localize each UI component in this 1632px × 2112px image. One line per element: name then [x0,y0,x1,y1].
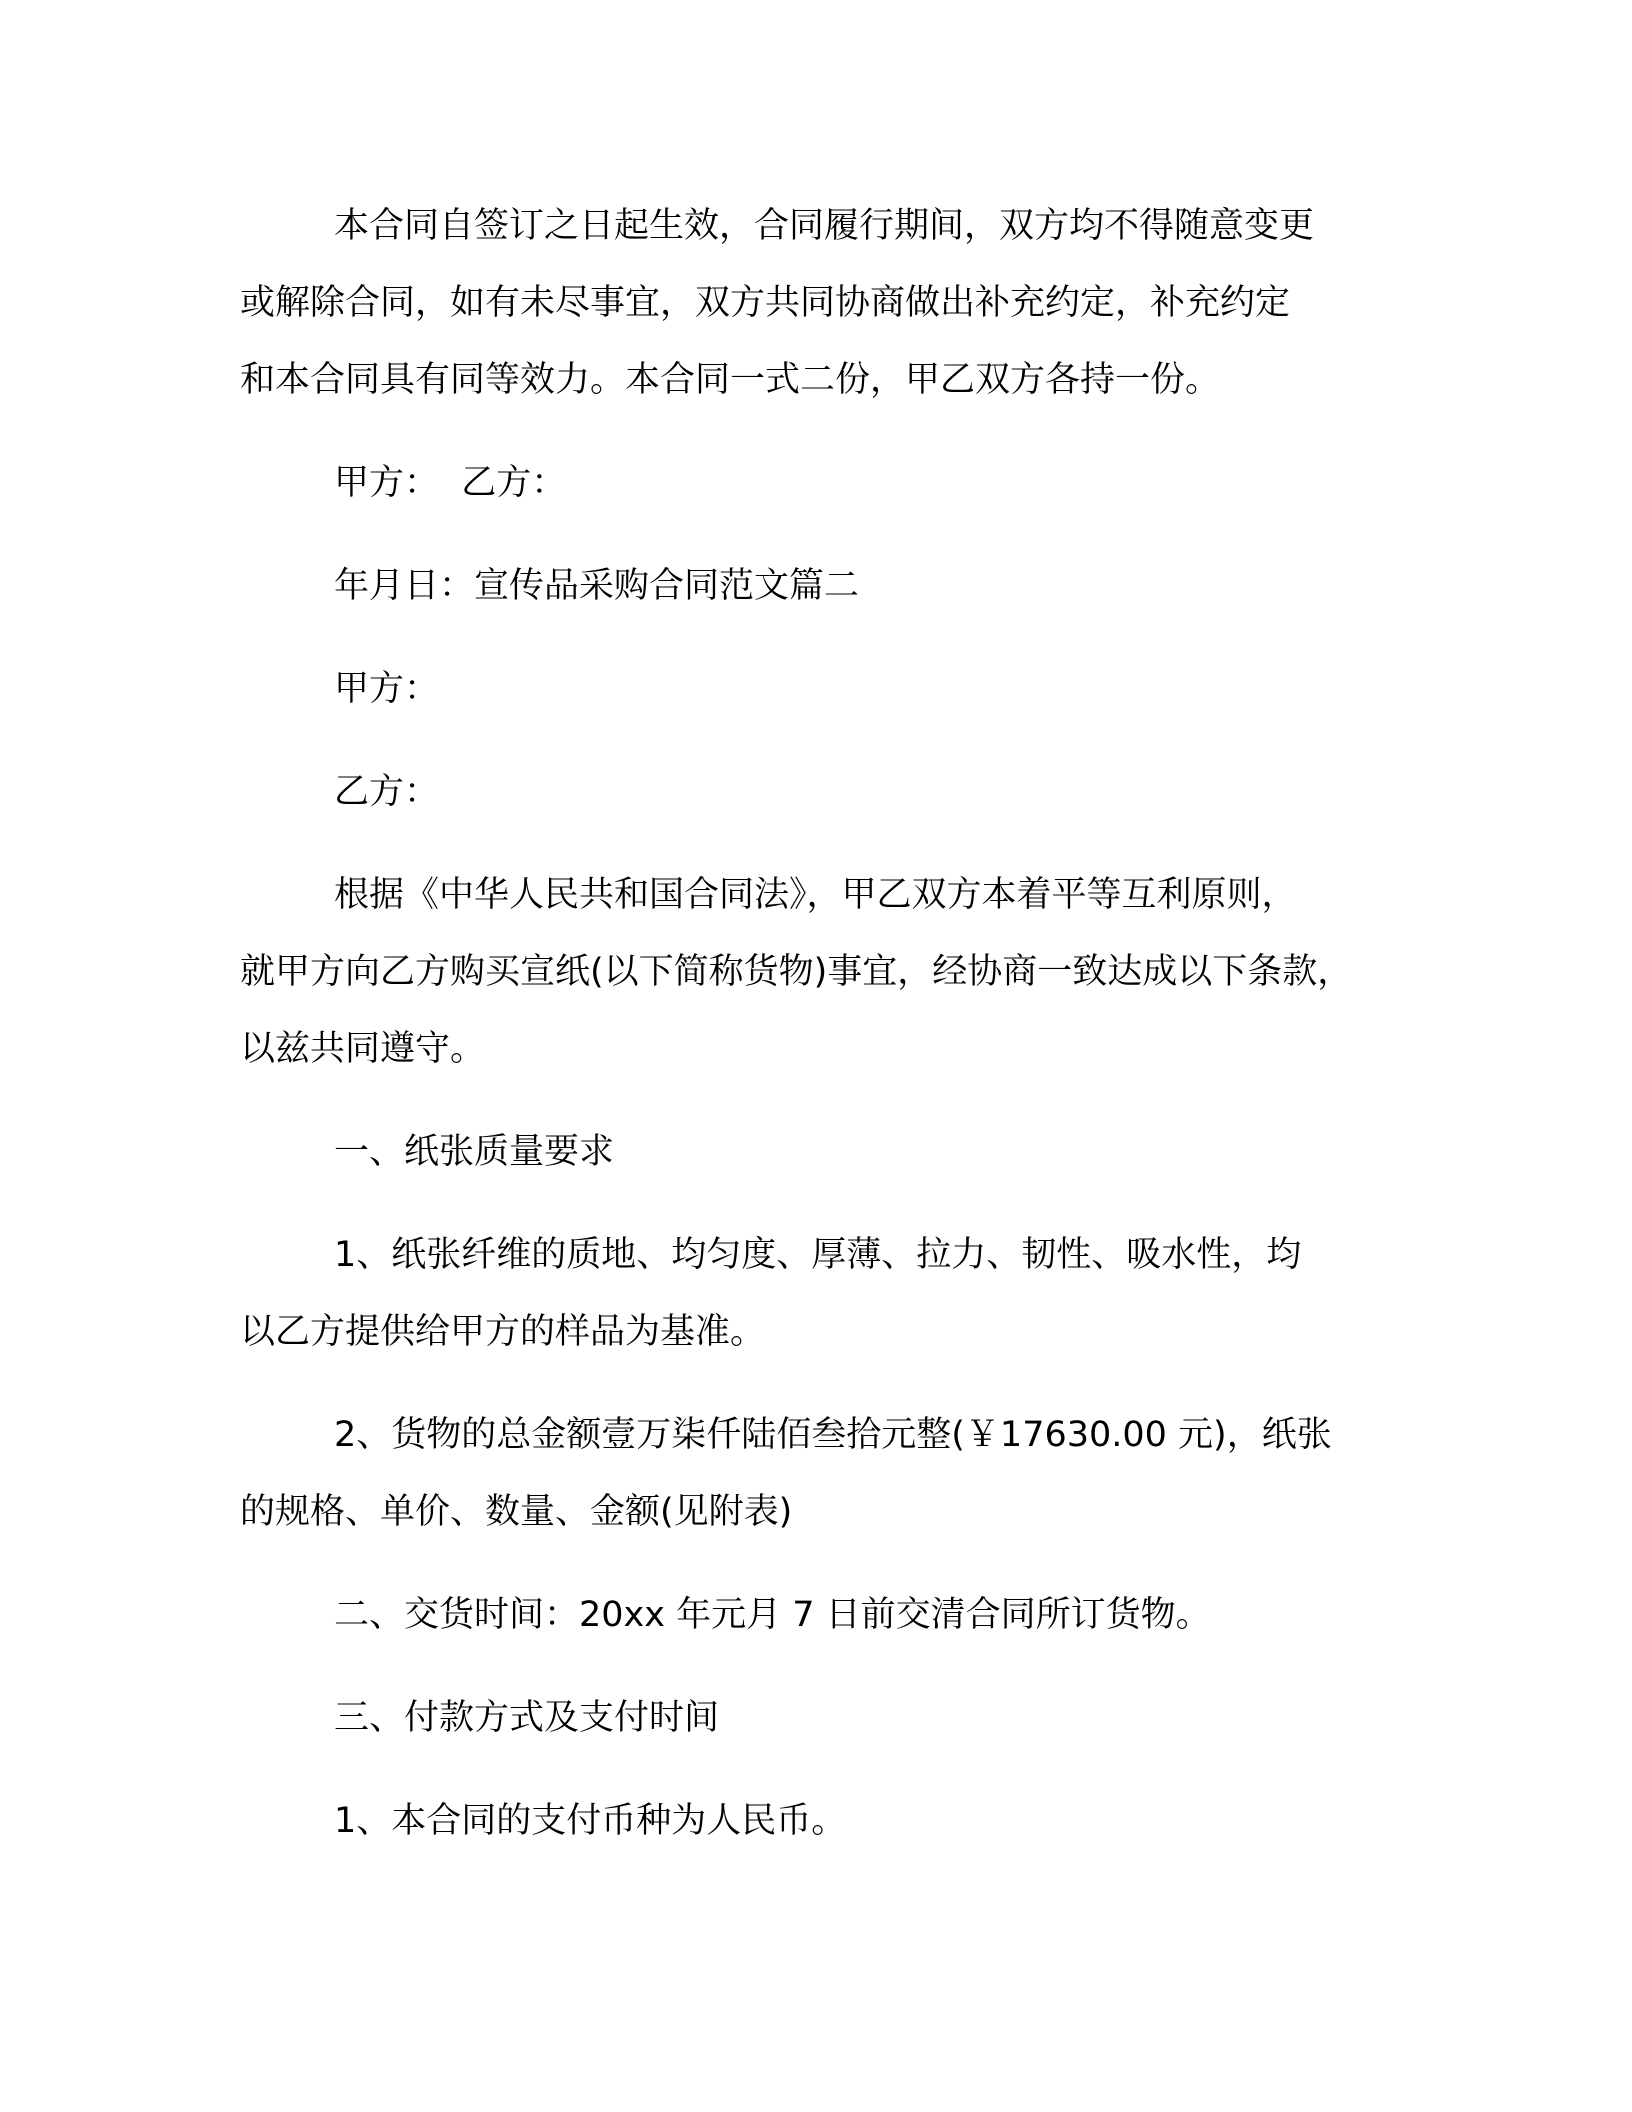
text-line: 二、交货时间：20xx 年元月 7 日前交清合同所订货物。 [334,1595,1211,1635]
document-body [240,188,1400,1886]
text-line: 年月日：宣传品采购合同范文篇二 [334,566,860,606]
text-line: 一、纸张质量要求 [334,1132,615,1172]
heading-section-three [240,1680,1400,1757]
text-line: 根据《中华人民共和国合同法》，甲乙双方本着平等互利原则， [334,875,1297,915]
text-line: 以兹共同遵守。 [240,1029,486,1069]
paragraph-date-and-title [240,548,1400,625]
text-line: 甲方： 乙方： [334,463,567,503]
text-line: 三、付款方式及支付时间 [334,1698,720,1738]
paragraph-effectiveness-clause [240,188,1400,419]
text-line: 甲方： [334,669,440,709]
text-line: 以乙方提供给甲方的样品为基准。 [240,1312,766,1352]
paragraph-section-two [240,1577,1400,1654]
text-line: 的规格、单价、数量、金额(见附表) [240,1492,793,1532]
text-line: 就甲方向乙方购买宣纸(以下简称货物)事宜，经协商一致达成以下条款， [240,952,1353,992]
paragraph-clause-1-1 [240,1217,1400,1371]
text-line: 1、本合同的支付币种为人民币。 [334,1801,847,1841]
paragraph-party-b [240,754,1400,831]
paragraph-party-signatures [240,445,1400,522]
text-line: 和本合同具有同等效力。本合同一式二份，甲乙双方各持一份。 [240,360,1221,400]
text-line: 1、纸张纤维的质地、均匀度、厚薄、拉力、韧性、吸水性，均 [334,1235,1302,1275]
text-line: 本合同自签订之日起生效，合同履行期间，双方均不得随意变更 [334,206,1315,246]
text-line: 或解除合同，如有未尽事宜，双方共同协商做出补充约定，补充约定 [240,283,1291,323]
paragraph-party-a [240,651,1400,728]
paragraph-clause-1-2 [240,1397,1400,1551]
heading-section-one [240,1114,1400,1191]
text-line: 2、货物的总金额壹万柒仟陆佰叁拾元整(￥17630.00 元)，纸张 [334,1415,1332,1455]
paragraph-preamble [240,857,1400,1088]
paragraph-clause-3-1 [240,1783,1400,1860]
text-line: 乙方： [334,772,440,812]
